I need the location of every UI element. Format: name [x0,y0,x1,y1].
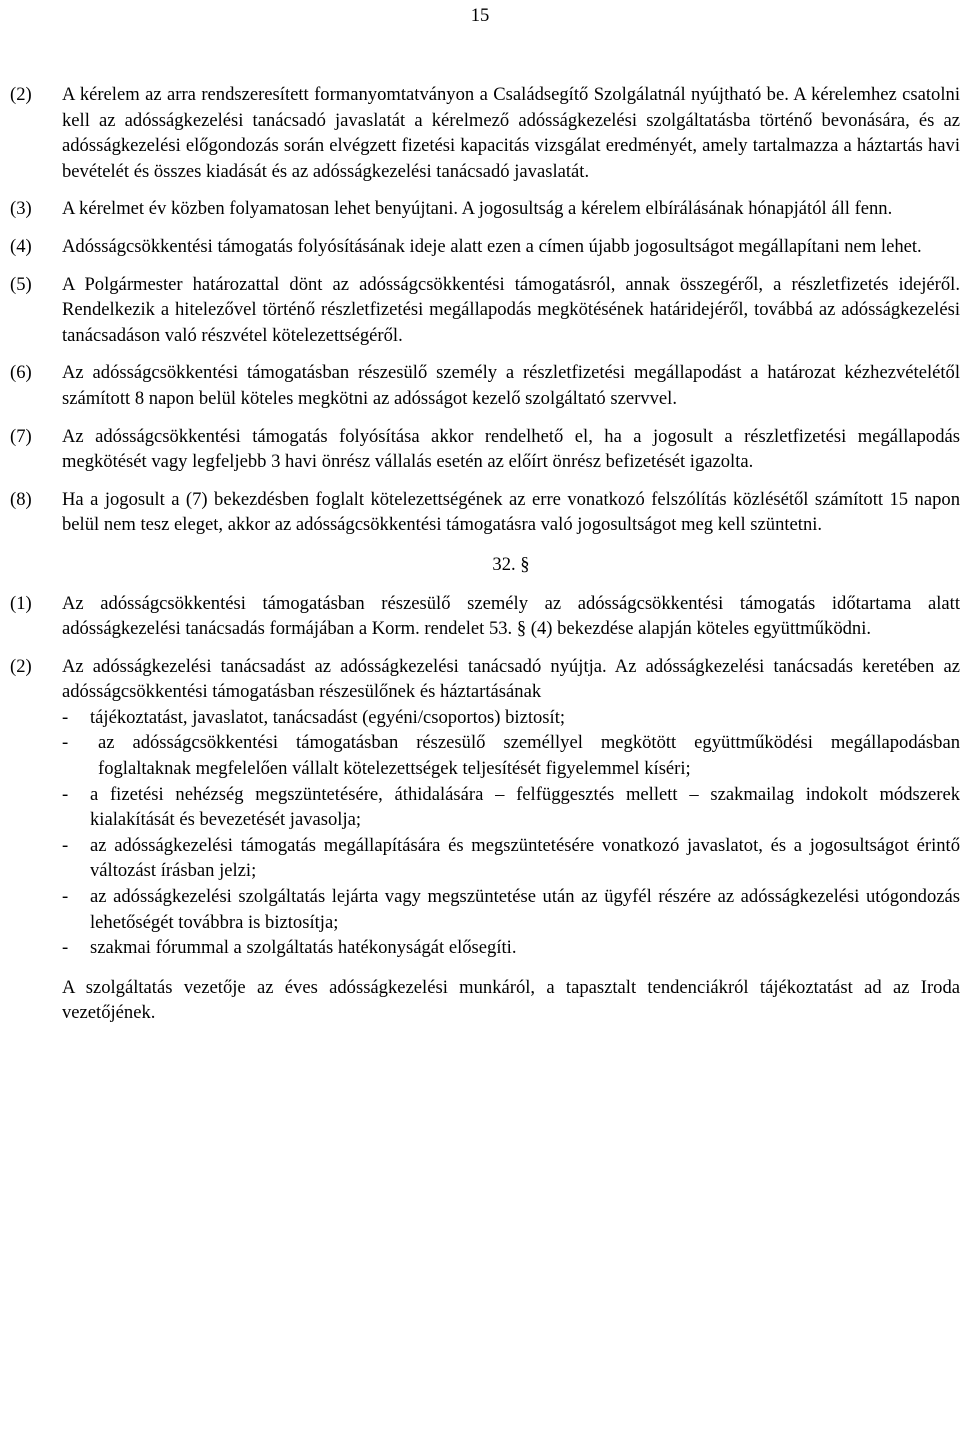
list-dash: - [62,937,69,959]
section-heading: 32. § [492,553,530,575]
paragraph-number: (2) [10,84,32,105]
list-item [62,782,960,833]
list-item-text: az adósságkezelési támogatás megállapítására és megszüntetésére vonatkozó javaslatot, és a jogosultságot érintő változást írásban jelzi; [90,834,960,882]
list-dash: - [62,706,69,728]
paragraph-text: Adósságcsökkentési támogatás folyósításának ideje alatt ezen a címen újabb jogosultságot megállapítani nem lehet. [62,235,922,257]
list-dash: - [62,732,69,754]
paragraph-number: (7) [10,425,32,447]
paragraph-7 [10,424,960,475]
list-item [62,730,960,781]
closing-paragraph: A szolgáltatás vezetője az éves adósságkezelési munkáról, a tapasztalt tendenciákról tájékoztatást ad az Iroda vezetőjének. [62,976,960,1024]
paragraph-text: Az adósságcsökkentési támogatás folyósítása akkor rendelhető el, ha a jogosult a részletfizetési megállapodás megkötését vagy legfeljebb 3 havi önrész vállalás esetén az előírt önrész befizetését igazolta. [62,425,960,473]
list-dash: - [62,783,69,805]
list-item-text: az adósságkezelési szolgáltatás lejárta vagy megszüntetése után az ügyfél részére az adósságkezelési utógondozás lehetőségét továbbra is biztosítja; [90,886,960,933]
document-body [10,82,960,1026]
paragraph-text: Az adósságkezelési tanácsadást az adósságkezelési tanácsadó nyújtja. Az adósságkezelési tanácsadás keretében az adósságcsökkentési támogatásban részesülőnek és háztartásának [62,655,960,703]
paragraph-2 [10,82,960,184]
paragraph-text: A kérelmet év közben folyamatosan lehet benyújtani. A jogosultság a kérelem elbírálásának hónapjától áll fenn. [62,198,893,220]
list-item-text: az adósságcsökkentési támogatásban részesülő személlyel megkötött együttműködési megállapodásban foglaltaknak megfelelően vállalt kötelezettségek teljesítését figyelemmel kíséri; [98,732,960,780]
paragraph-text: Ha a jogosult a (7) bekezdésben foglalt kötelezettségének az erre vonatkozó felszólítás közlésétől számított 15 napon belül nem tesz eleget, akkor az adósságcsökkentési támogatásra való jogosultságot meg kell szüntetni. [62,488,960,536]
paragraph-number: (8) [10,488,32,510]
section32-paragraph-2 [10,654,960,961]
paragraph-6 [10,360,960,411]
paragraph-text: Az adósságcsökkentési támogatásban részesülő személy az adósságcsökkentési támogatás időtartama alatt adósságkezelési tanácsadás formájában a Korm. rendelet 53. § (4) bekezdése alapján köteles együttműködni. [62,592,960,640]
paragraph-5 [10,272,960,349]
paragraph-8 [10,487,960,538]
paragraph-text: A Polgármester határozattal dönt az adósságcsökkentési támogatásról, annak összegéről, a részletfizetés idejéről. Rendelkezik a hitelezővel történő részletfizetési megállapodás megkötésének határidejéről, továbbá az adósságkezelési tanácsadáson való részvétel kötelezettségéről. [62,273,960,346]
section32-paragraph-1 [10,591,960,642]
paragraph-3 [10,196,960,222]
paragraph-number: (5) [10,273,32,295]
duty-list [62,705,960,961]
list-item [62,833,960,884]
paragraph-number: (2) [10,655,32,677]
list-dash: - [62,886,69,908]
list-item-text: tájékoztatást, javaslatot, tanácsadást (egyéni/csoportos) biztosít; [90,706,566,728]
list-item-text: szakmai fórummal a szolgáltatás hatékonyságát elősegíti. [90,937,517,959]
paragraph-number: (6) [10,362,32,384]
page-number: 15 [470,5,490,26]
paragraph-text: A kérelem az arra rendszeresített formanyomtatványon a Családsegítő Szolgálatnál nyújtható be. A kérelemhez csatolni kell az adósságkezelési tanácsadó javaslatát a kérelmező adósságkezelési szolgáltatásba történő bevonására, és az adósságkezelési előgondozás során elvégzett fizetési kapacitás vizsgálat eredményét, amely tartalmazza a háztartás havi bevételét és összes kiadását és az adósságkezelési tanácsadó javaslatát. [62,84,960,182]
list-item-text: a fizetési nehézség megszüntetésére, áthidalására – felfüggesztés mellett – szakmailag indokolt módszerek kialakítását és bevezetését javasolja; [90,783,960,831]
paragraph-text: Az adósságcsökkentési támogatásban részesülő személy a részletfizetési megállapodást a határozat kézhezvételétől számított 8 napon belül köteles megkötni az adósságot kezelő szolgáltató szervvel. [62,362,960,409]
list-dash: - [62,834,69,856]
paragraph-4 [10,234,960,260]
list-item [62,935,960,961]
paragraph-number: (3) [10,198,32,220]
list-item [62,705,960,731]
list-item [62,884,960,935]
paragraph-number: (1) [10,592,32,614]
paragraph-number: (4) [10,235,32,257]
